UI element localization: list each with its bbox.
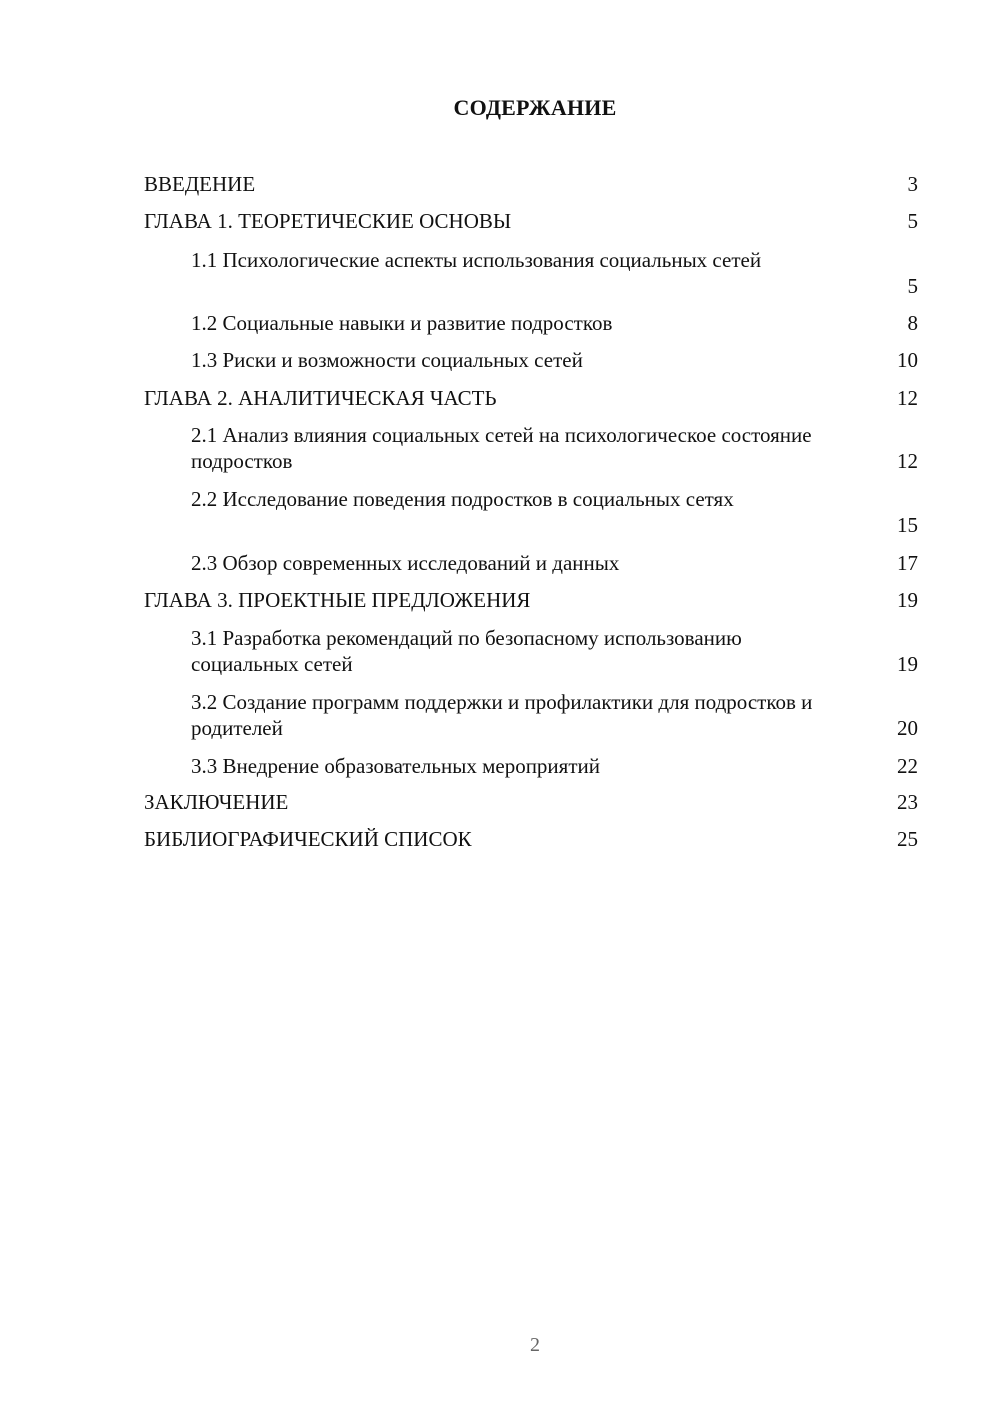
toc-entry-title: ВВЕДЕНИЕ xyxy=(144,172,256,196)
toc-entry-title: 2.1 Анализ влияния социальных сетей на психологическое состояние подростков xyxy=(191,423,812,473)
toc-entry-page: 8 xyxy=(907,311,918,335)
toc-entry-chapter-3[interactable] xyxy=(144,587,918,613)
toc-entry-section-1-1[interactable] xyxy=(144,247,918,299)
toc-entry-title: 2.2 Исследование поведения подростков в социальных сетях xyxy=(191,487,734,511)
toc-entry-title: БИБЛИОГРАФИЧЕСКИЙ СПИСОК xyxy=(144,827,472,851)
toc-entry-introduction[interactable] xyxy=(144,171,918,197)
toc-entry-conclusion[interactable] xyxy=(144,789,918,815)
page-title: СОДЕРЖАНИЕ xyxy=(453,95,617,120)
toc-entry-page: 15 xyxy=(897,513,918,537)
toc-entry-title: 1.2 Социальные навыки и развитие подростков xyxy=(191,311,613,335)
toc-entry-page: 5 xyxy=(907,209,918,233)
toc-entry-page: 5 xyxy=(907,274,918,298)
toc-entry-section-1-2[interactable] xyxy=(144,310,918,336)
toc-entry-title: ГЛАВА 1. ТЕОРЕТИЧЕСКИЕ ОСНОВЫ xyxy=(144,209,512,233)
toc-entry-section-2-3[interactable] xyxy=(144,550,918,576)
toc-entry-page: 17 xyxy=(897,551,918,575)
toc-entry-title: 1.1 Психологические аспекты использования социальных сетей xyxy=(191,248,762,272)
toc-entry-page: 25 xyxy=(897,827,918,851)
toc-entry-title: 3.1 Разработка рекомендаций по безопасному использованию социальных сетей xyxy=(191,626,742,676)
toc-entry-title: ГЛАВА 2. АНАЛИТИЧЕСКАЯ ЧАСТЬ xyxy=(144,386,497,410)
toc-entry-section-1-3[interactable] xyxy=(144,347,918,373)
toc-entry-section-3-3[interactable] xyxy=(144,753,918,779)
toc-entry-page: 22 xyxy=(897,754,918,778)
toc-entry-title: 1.3 Риски и возможности социальных сетей xyxy=(191,348,583,372)
toc-entry-page: 20 xyxy=(897,716,918,740)
toc-entry-section-3-1[interactable] xyxy=(144,625,918,677)
toc-entry-page: 3 xyxy=(907,172,918,196)
toc-entry-chapter-2[interactable] xyxy=(144,385,918,411)
toc-entry-title: ГЛАВА 3. ПРОЕКТНЫЕ ПРЕДЛОЖЕНИЯ xyxy=(144,588,531,612)
toc-entry-chapter-1[interactable] xyxy=(144,208,918,234)
toc-entry-section-2-2[interactable] xyxy=(144,486,918,538)
toc-entry-page: 19 xyxy=(897,588,918,612)
toc-entry-page: 19 xyxy=(897,652,918,676)
toc-entry-page: 12 xyxy=(897,386,918,410)
toc-entry-bibliography[interactable] xyxy=(144,826,918,852)
toc-entry-title: 2.3 Обзор современных исследований и данных xyxy=(191,551,620,575)
toc-entry-title: 3.2 Создание программ поддержки и профилактики для подростков и родителей xyxy=(191,690,813,740)
toc-entry-page: 23 xyxy=(897,790,918,814)
toc-entry-page: 12 xyxy=(897,449,918,473)
toc-entry-section-3-2[interactable] xyxy=(144,689,918,741)
page-number: 2 xyxy=(530,1334,540,1356)
toc-entry-page: 10 xyxy=(897,348,918,372)
toc-entry-section-2-1[interactable] xyxy=(144,422,918,474)
toc-entry-title: ЗАКЛЮЧЕНИЕ xyxy=(144,790,289,814)
toc-entry-title: 3.3 Внедрение образовательных мероприятий xyxy=(191,754,600,778)
